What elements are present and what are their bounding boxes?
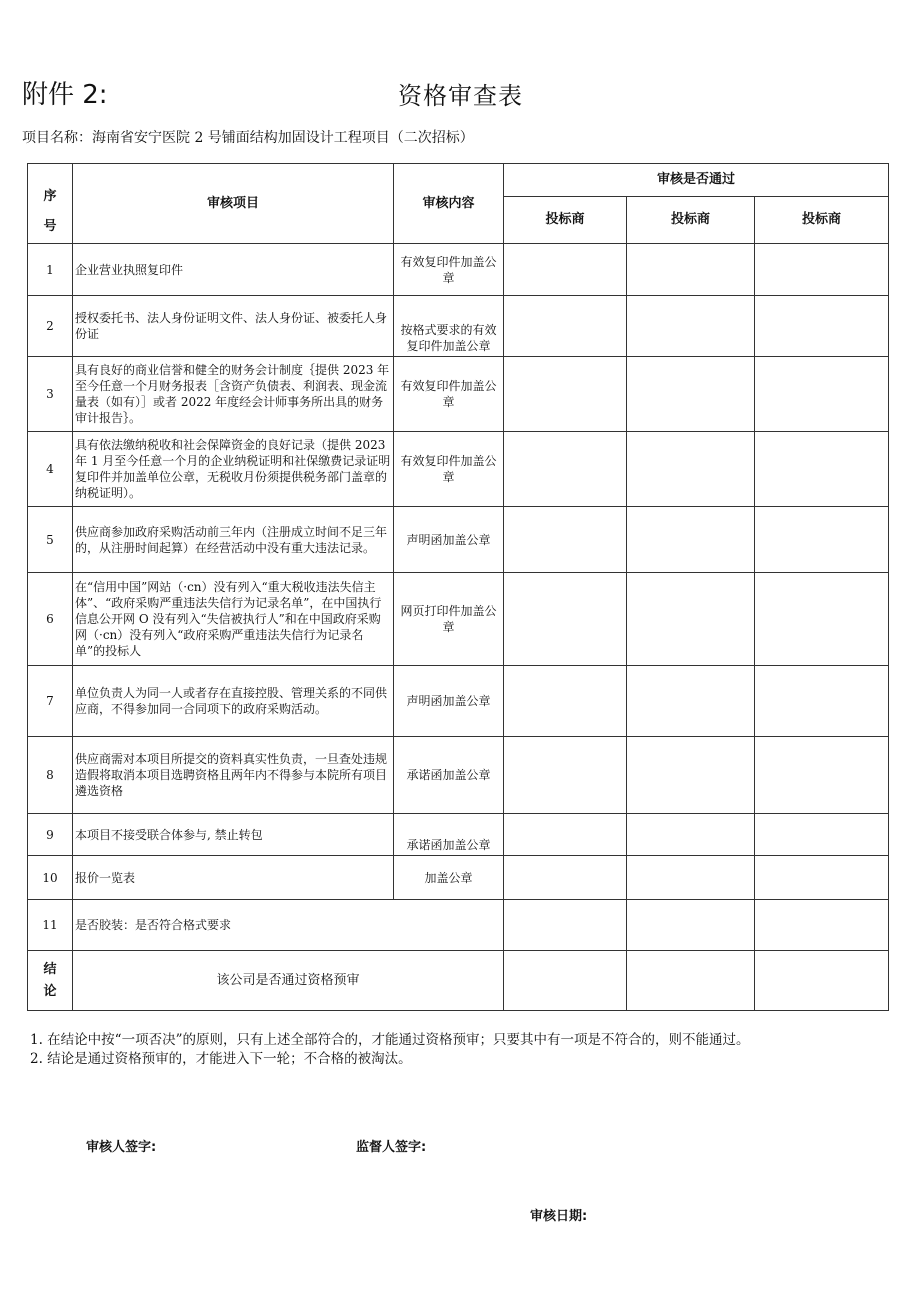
row-number: 10 bbox=[28, 856, 73, 900]
bidder-1-cell[interactable] bbox=[504, 856, 627, 900]
note-1: 1. 在结论中按“一项否决”的原则，只有上述全部符合的，才能通过资格预审；只要其中有一项是不符合的，则不能通过。 bbox=[30, 1032, 750, 1048]
row-number: 6 bbox=[28, 573, 73, 666]
col-seq-header bbox=[28, 164, 73, 244]
row-number: 5 bbox=[28, 507, 73, 573]
row-number: 11 bbox=[28, 900, 73, 951]
review-item: 单位负责人为同一人或者存在直接控股、管理关系的不同供应商，不得参加同一合同项下的政府采购活动。 bbox=[73, 666, 394, 737]
bidder-3-cell[interactable] bbox=[755, 432, 889, 507]
row-number: 8 bbox=[28, 737, 73, 814]
review-item: 具有依法缴纳税收和社会保障资金的良好记录（提供 2023 年 1 月至今任意一个月的企业纳税证明和社保缴费记录证明复印件并加盖单位公章，无税收月份须提供税务部门盖章的纳税证明）。 bbox=[73, 432, 394, 507]
review-item: 供应商需对本项目所提交的资料真实性负责，一旦查处违规造假将取消本项目选聘资格且两年内不得参与本院所有项目遴选资格 bbox=[73, 737, 394, 814]
review-content: 加盖公章 bbox=[394, 856, 504, 900]
bidder-3-header: 投标商 bbox=[755, 197, 889, 244]
review-item: 在“信用中国”网站（·cn）没有列入“重大税收违法失信主体”、“政府采购严重违法失信行为记录名单”，在中国执行信息公开网 O 没有列入“失信被执行人”和在中国政府采购网（·cn）没有列入“政府采购严重违法失信行为记录名单”的投标人 bbox=[73, 573, 394, 666]
review-date-label: 审核日期: bbox=[530, 1209, 588, 1224]
supervisor-signature-label: 监督人签字: bbox=[356, 1140, 427, 1155]
bidder-3-cell[interactable] bbox=[755, 856, 889, 900]
row-number: 2 bbox=[28, 296, 73, 357]
review-item: 授权委托书、法人身份证明文件、法人身份证、被委托人身份证 bbox=[73, 296, 394, 357]
review-item: 本项目不接受联合体参与, 禁止转包 bbox=[73, 814, 394, 856]
review-item: 供应商参加政府采购活动前三年内（注册成立时间不足三年的，从注册时间起算）在经营活动中没有重大违法记录。 bbox=[73, 507, 394, 573]
qualification-review-table bbox=[27, 163, 889, 1011]
review-content: 声明函加盖公章 bbox=[394, 507, 504, 573]
bidder-1-cell[interactable] bbox=[504, 357, 627, 432]
bidder-2-header: 投标商 bbox=[627, 197, 755, 244]
col-seq-line2: 号 bbox=[43, 219, 57, 234]
bidder-1-cell[interactable] bbox=[504, 900, 627, 951]
bidder-3-conclusion-cell[interactable] bbox=[755, 951, 889, 1011]
review-content: 按格式要求的有效复印件加盖公章 bbox=[394, 296, 504, 357]
conclusion-label-line2: 论 bbox=[43, 983, 57, 999]
bidder-2-cell[interactable] bbox=[627, 357, 755, 432]
bidder-2-cell[interactable] bbox=[627, 856, 755, 900]
bidder-1-cell[interactable] bbox=[504, 244, 627, 296]
col-content-header: 审核内容 bbox=[394, 164, 504, 244]
table-row bbox=[28, 244, 889, 296]
project-name: 项目名称：海南省安宁医院 2 号铺面结构加固设计工程项目（二次招标） bbox=[22, 130, 474, 146]
bidder-2-cell[interactable] bbox=[627, 244, 755, 296]
note-2: 2. 结论是通过资格预审的，才能进入下一轮；不合格的被淘汰。 bbox=[30, 1051, 412, 1067]
bidder-1-cell[interactable] bbox=[504, 296, 627, 357]
row-number: 9 bbox=[28, 814, 73, 856]
review-content: 网页打印件加盖公章 bbox=[394, 573, 504, 666]
bidder-1-cell[interactable] bbox=[504, 507, 627, 573]
bidder-3-cell[interactable] bbox=[755, 737, 889, 814]
bidder-1-cell[interactable] bbox=[504, 432, 627, 507]
bidder-2-cell[interactable] bbox=[627, 296, 755, 357]
review-content: 有效复印件加盖公章 bbox=[394, 432, 504, 507]
table-row bbox=[28, 573, 889, 666]
review-content: 有效复印件加盖公章 bbox=[394, 244, 504, 296]
row-number: 4 bbox=[28, 432, 73, 507]
bidder-2-cell[interactable] bbox=[627, 737, 755, 814]
review-content: 声明函加盖公章 bbox=[394, 666, 504, 737]
bidder-2-cell[interactable] bbox=[627, 507, 755, 573]
bidder-1-conclusion-cell[interactable] bbox=[504, 951, 627, 1011]
row-number: 3 bbox=[28, 357, 73, 432]
notes bbox=[30, 1031, 749, 1069]
conclusion-label bbox=[28, 951, 73, 1011]
table-row bbox=[28, 666, 889, 737]
bidder-3-cell[interactable] bbox=[755, 357, 889, 432]
col-seq-line1: 序 bbox=[43, 189, 57, 204]
row-number: 1 bbox=[28, 244, 73, 296]
bidder-1-cell[interactable] bbox=[504, 666, 627, 737]
col-item-header: 审核项目 bbox=[73, 164, 394, 244]
row-number: 7 bbox=[28, 666, 73, 737]
bidder-2-conclusion-cell[interactable] bbox=[627, 951, 755, 1011]
table-row bbox=[28, 296, 889, 357]
page-title: 资格审查表 bbox=[398, 82, 523, 110]
attachment-label: 附件 2: bbox=[22, 80, 108, 110]
table-header-row bbox=[28, 164, 889, 197]
bidder-2-cell[interactable] bbox=[627, 666, 755, 737]
conclusion-text: 该公司是否通过资格预审 bbox=[73, 951, 504, 1011]
review-item: 具有良好的商业信誉和健全的财务会计制度｛提供 2023 年至今任意一个月财务报表［含资产负债表、利润表、现金流量表（如有）］或者 2022 年度经会计师事务所出具的财务审计报告｝。 bbox=[73, 357, 394, 432]
bidder-3-cell[interactable] bbox=[755, 573, 889, 666]
bidder-1-header: 投标商 bbox=[504, 197, 627, 244]
table-row bbox=[28, 900, 889, 951]
table-row bbox=[28, 357, 889, 432]
bidder-3-cell[interactable] bbox=[755, 507, 889, 573]
review-item: 报价一览表 bbox=[73, 856, 394, 900]
bidder-2-cell[interactable] bbox=[627, 814, 755, 856]
table-row bbox=[28, 737, 889, 814]
reviewer-signature-label: 审核人签字: bbox=[86, 1140, 157, 1155]
conclusion-row bbox=[28, 951, 889, 1011]
bidder-3-cell[interactable] bbox=[755, 814, 889, 856]
conclusion-label-line1: 结 bbox=[43, 961, 57, 977]
table-row bbox=[28, 507, 889, 573]
table-row bbox=[28, 856, 889, 900]
table-row bbox=[28, 814, 889, 856]
col-pass-header: 审核是否通过 bbox=[504, 164, 889, 197]
bidder-2-cell[interactable] bbox=[627, 900, 755, 951]
review-content: 承诺函加盖公章 bbox=[394, 737, 504, 814]
bidder-1-cell[interactable] bbox=[504, 573, 627, 666]
review-item: 企业营业执照复印件 bbox=[73, 244, 394, 296]
review-content: 有效复印件加盖公章 bbox=[394, 357, 504, 432]
bidder-2-cell[interactable] bbox=[627, 573, 755, 666]
bidder-3-cell[interactable] bbox=[755, 900, 889, 951]
bidder-1-cell[interactable] bbox=[504, 737, 627, 814]
bidder-1-cell[interactable] bbox=[504, 814, 627, 856]
bidder-3-cell[interactable] bbox=[755, 244, 889, 296]
bidder-3-cell[interactable] bbox=[755, 666, 889, 737]
review-content: 承诺函加盖公章 bbox=[394, 814, 504, 856]
table-row bbox=[28, 432, 889, 507]
bidder-2-cell[interactable] bbox=[627, 432, 755, 507]
bidder-3-cell[interactable] bbox=[755, 296, 889, 357]
review-item: 是否胶装：是否符合格式要求 bbox=[73, 900, 504, 951]
